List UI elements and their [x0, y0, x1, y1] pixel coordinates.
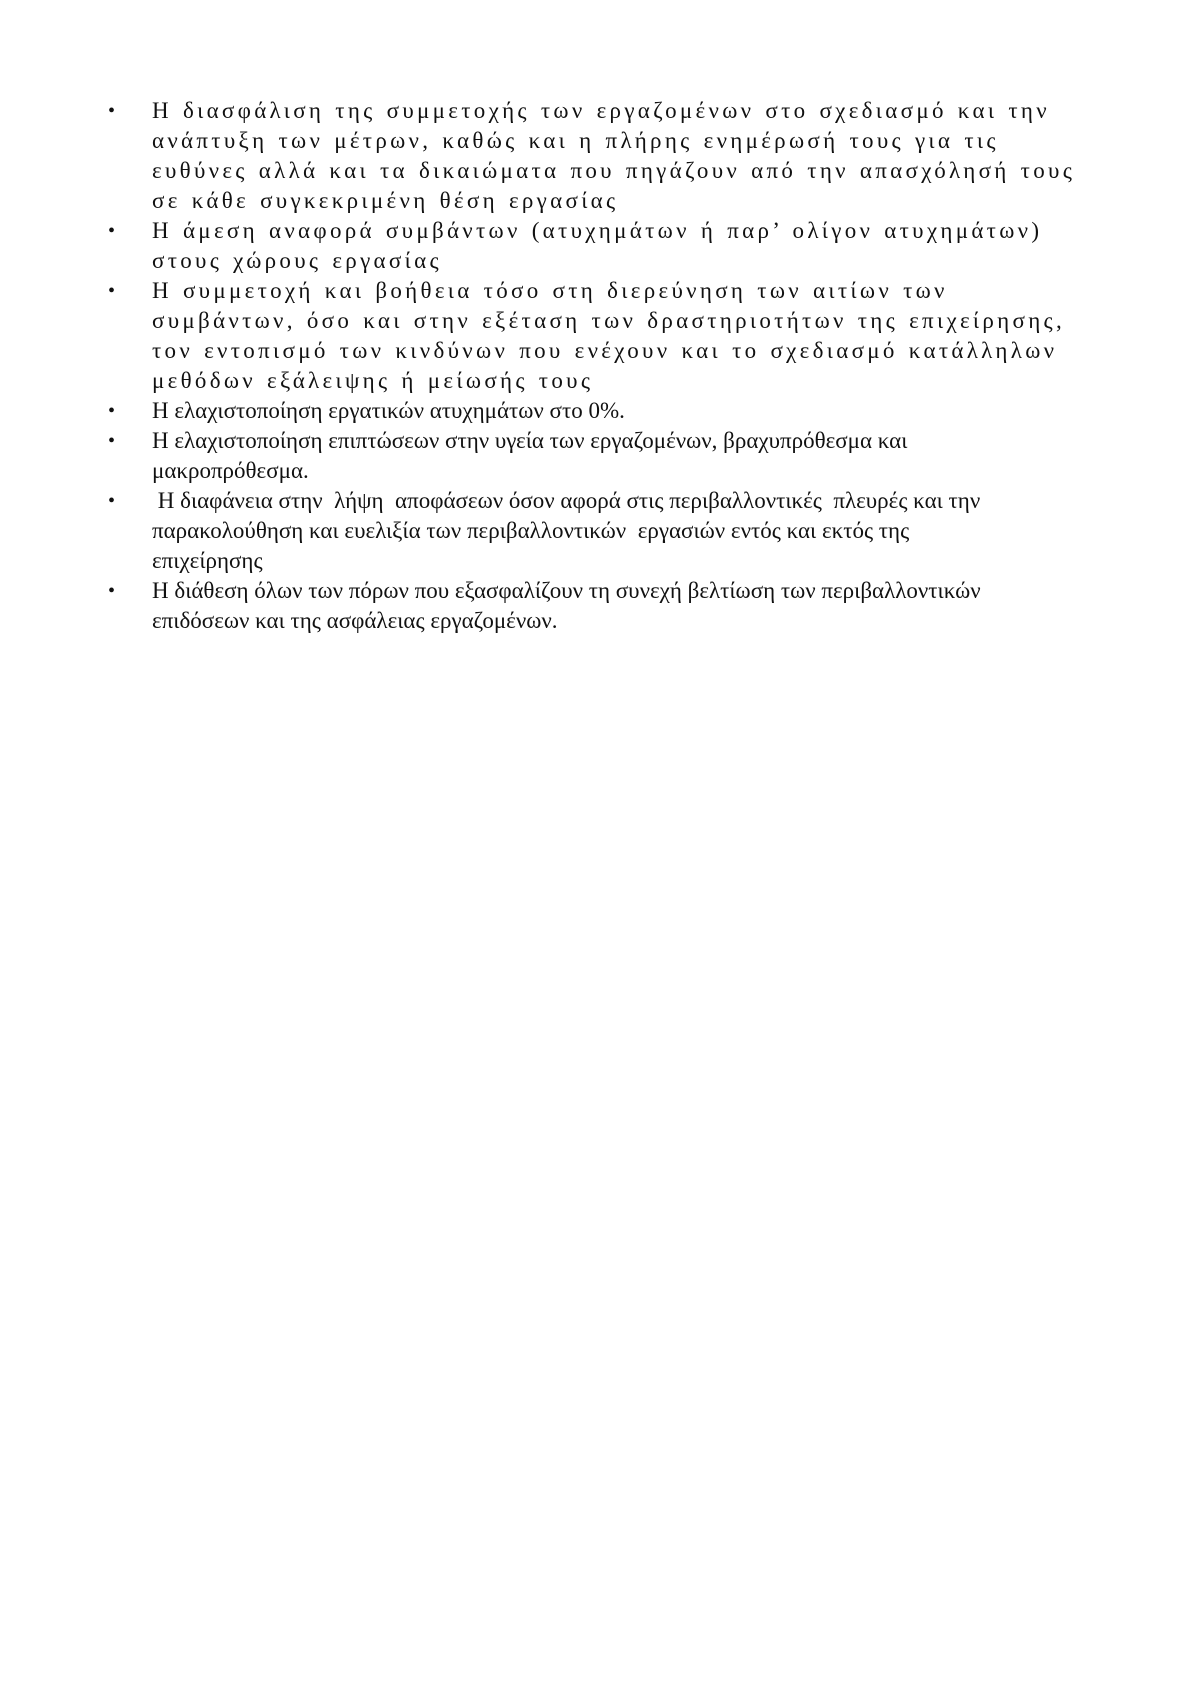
list-item-line: ανάπτυξη των μέτρων, καθώς και η πλήρης ενημέρωσή τους για τις [152, 128, 999, 153]
list-item-line: στους χώρους εργασίας [152, 248, 442, 273]
list-item [108, 96, 1108, 216]
list-item-line: τον εντοπισμό των κινδύνων που ενέχουν και το σχεδιασμό κατάλληλων [152, 338, 1058, 363]
bullet-icon: • [108, 580, 116, 602]
list-item-line: επιδόσεων και της ασφάλειας εργαζομένων. [152, 608, 558, 633]
list-item-line: Η ελαχιστοποίηση επιπτώσεων στην υγεία των εργαζομένων, βραχυπρόθεσμα και [152, 428, 908, 453]
list-item-line: Η διασφάλιση της συμμετοχής των εργαζομένων στο σχεδιασμό και την [152, 98, 1050, 123]
list-item-line: μακροπρόθεσμα. [152, 458, 309, 483]
bullet-icon: • [108, 280, 116, 302]
list-item-line: Η συμμετοχή και βοήθεια τόσο στη διερεύνηση των αιτίων των [152, 278, 948, 303]
bullet-icon: • [108, 100, 116, 122]
list-item-line: μεθόδων εξάλειψης ή μείωσής τους [152, 368, 594, 393]
list-item [108, 276, 1108, 396]
bullet-icon: • [108, 400, 116, 422]
list-item [108, 216, 1108, 276]
list-item [108, 396, 1108, 426]
list-item-line: συμβάντων, όσο και στην εξέταση των δραστηριοτήτων της επιχείρησης, [152, 308, 1065, 333]
list-item-line: Η διάθεση όλων των πόρων που εξασφαλίζουν τη συνεχή βελτίωση των περιβαλλοντικών [152, 578, 981, 603]
list-item [108, 486, 1108, 576]
list-item-line: Η ελαχιστοποίηση εργατικών ατυχημάτων στο 0%. [152, 398, 625, 423]
bullet-icon: • [108, 430, 116, 452]
list-item [108, 576, 1108, 636]
list-item-line: σε κάθε συγκεκριμένη θέση εργασίας [152, 188, 619, 213]
list-item-line: παρακολούθηση και ευελιξία των περιβαλλοντικών εργασιών εντός και εκτός της [152, 518, 910, 543]
bullet-icon: • [108, 490, 116, 512]
list-item-line: επιχείρησης [152, 548, 263, 573]
bullet-list [108, 96, 1108, 636]
bullet-icon: • [108, 220, 116, 242]
list-item-line: ευθύνες αλλά και τα δικαιώματα που πηγάζουν από την απασχόλησή τους [152, 158, 1076, 183]
list-item-line: Η άμεση αναφορά συμβάντων (ατυχημάτων ή παρ’ ολίγον ατυχημάτων) [152, 218, 1043, 243]
list-item-line: Η διαφάνεια στην λήψη αποφάσεων όσον αφορά στις περιβαλλοντικές πλευρές και την [152, 488, 981, 513]
list-item [108, 426, 1108, 486]
